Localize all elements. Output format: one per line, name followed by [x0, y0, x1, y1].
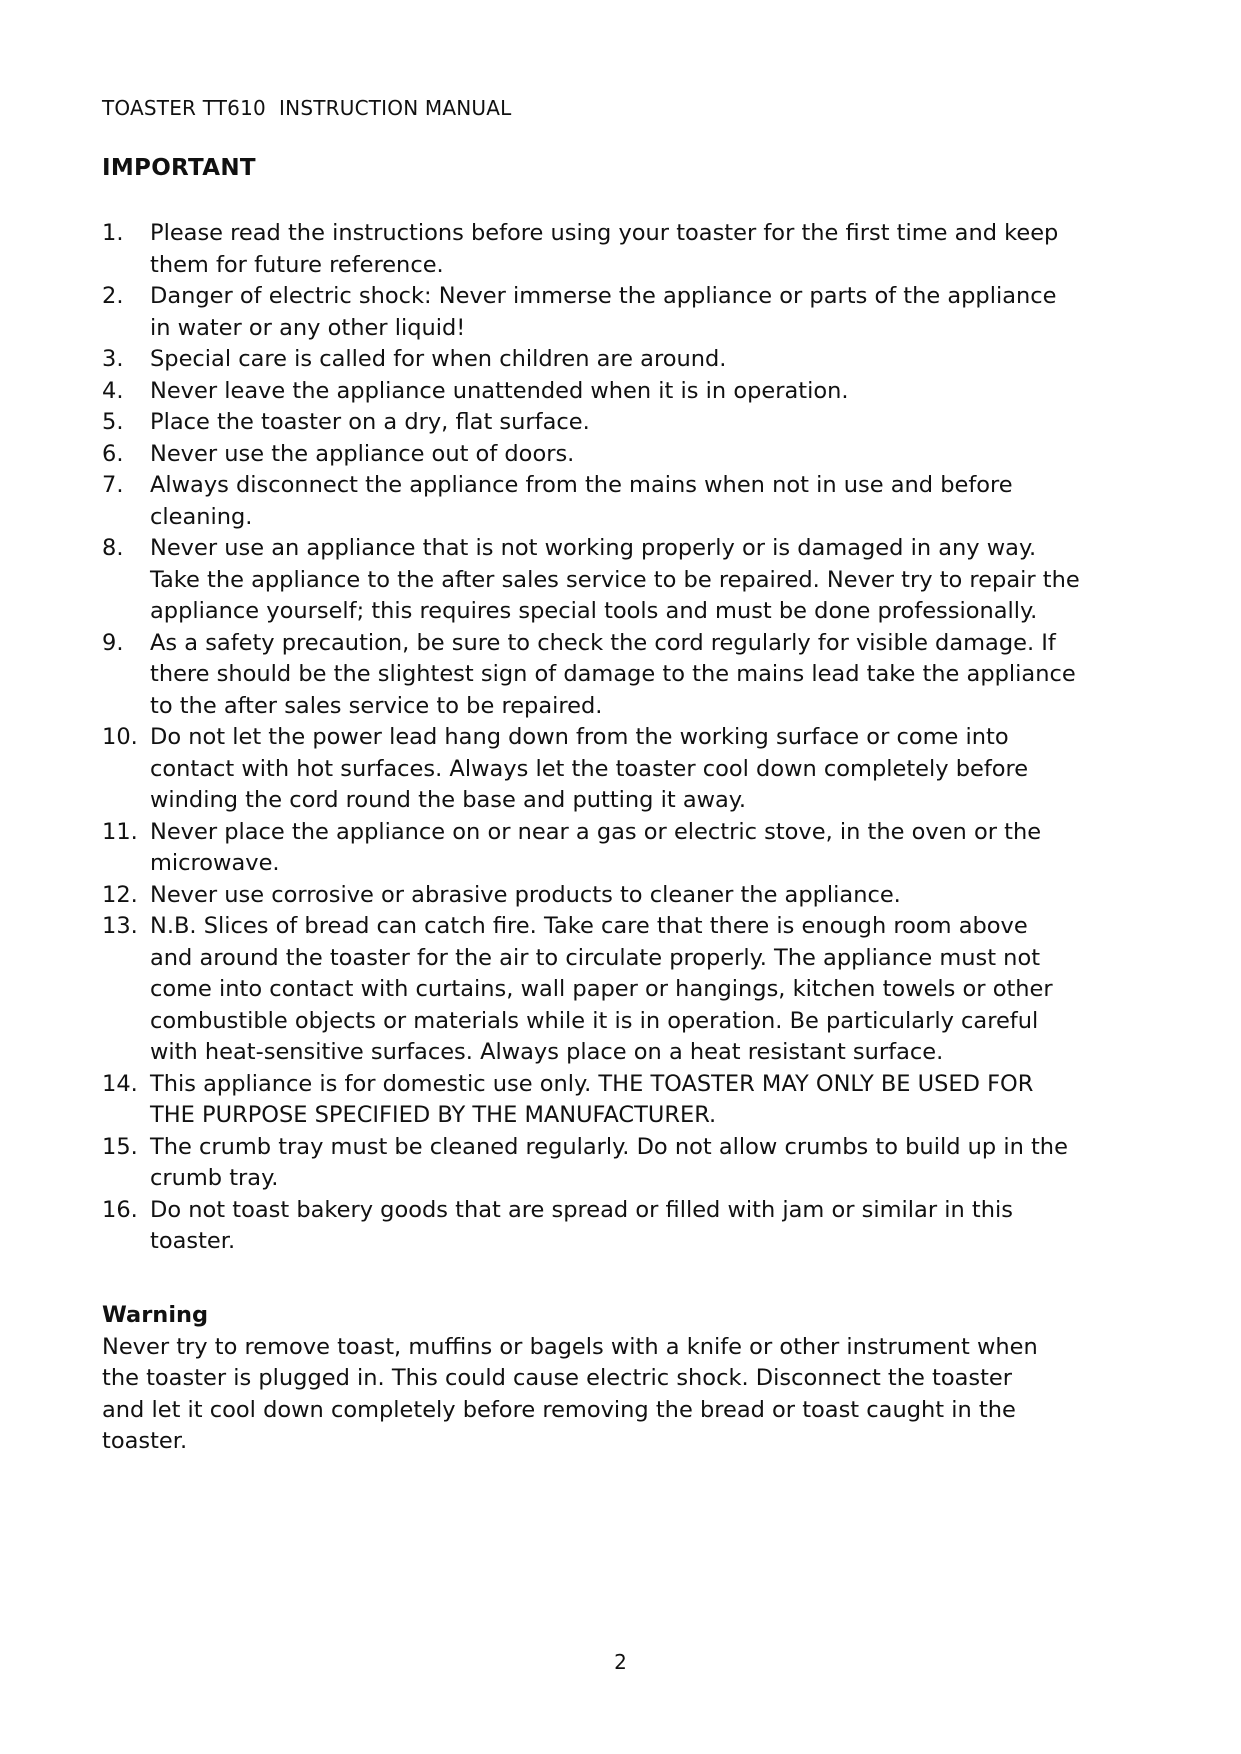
list-item-text: Do not let the power lead hang down from the working surface or come into contact with hot surfaces. Always let the toaster cool down completely before winding the cord round the base and putting it away. — [150, 724, 1029, 813]
warning-title: Warning — [102, 1302, 209, 1328]
list-item-number: 14. — [102, 1070, 138, 1097]
list-item-text: Place the toaster on a dry, flat surface. — [150, 409, 590, 435]
list-item-number: 16. — [102, 1196, 138, 1223]
list-item-text: As a safety precaution, be sure to check the cord regularly for visible damage. If there should be the slightest sign of damage to the mains lead take the appliance to the after sales service to be repaired. — [150, 629, 1076, 719]
warning-body: Never try to remove toast, muffins or bagels with a knife or other instrument when the toaster is plugged in. This could cause electric shock. Disconnect the toaster and let it cool down completely before removing the bread or toast caught in the toaster. — [102, 1333, 1038, 1454]
list-item — [102, 470, 1102, 533]
list-item-text: Do not toast bakery goods that are spread or filled with jam or similar in this toaster. — [150, 1196, 1013, 1254]
list-item — [102, 1195, 1102, 1258]
list-item-number: 7. — [102, 472, 124, 498]
list-item — [102, 880, 1102, 912]
list-item-number: 3. — [102, 346, 124, 372]
list-item-text: Special care is called for when children are around. — [150, 346, 727, 372]
list-item-text: The crumb tray must be cleaned regularly. Do not allow crumbs to build up in the crumb tray. — [150, 1133, 1068, 1191]
page-number: 2 — [614, 1650, 627, 1674]
list-item-text: Never use an appliance that is not working properly or is damaged in any way. Take the appliance to the after sales service to be repaired. Never try to repair the appliance yourself; this requires special tools and must be done professionally. — [150, 535, 1080, 624]
list-item-number: 4. — [102, 377, 124, 404]
list-item — [102, 218, 1102, 281]
list-item-text: Never leave the appliance unattended when it is in operation. — [150, 377, 849, 404]
list-item — [102, 1069, 1102, 1132]
list-item-text: Always disconnect the appliance from the mains when not in use and before cleaning. — [150, 472, 1013, 530]
list-item — [102, 1132, 1102, 1195]
list-item — [102, 722, 1102, 817]
list-item-number: 15. — [102, 1133, 138, 1160]
list-item-number: 13. — [102, 913, 138, 939]
list-item-number: 12. — [102, 881, 138, 908]
list-item — [102, 911, 1102, 1069]
list-item-number: 1. — [102, 220, 124, 246]
list-item-text: Never use the appliance out of doors. — [150, 440, 575, 467]
list-item — [102, 817, 1102, 880]
list-item-number: 8. — [102, 535, 124, 561]
list-item-number: 9. — [102, 629, 124, 656]
list-item-number: 10. — [102, 724, 138, 750]
list-item-text: This appliance is for domestic use only. THE TOASTER MAY ONLY BE USED FOR THE PURPOSE SPECIFIED BY THE MANUFACTURER. — [150, 1070, 1034, 1128]
list-item-text: Danger of electric shock: Never immerse the appliance or parts of the appliance in water or any other liquid! — [150, 283, 1057, 341]
important-heading: IMPORTANT — [102, 155, 256, 181]
list-item — [102, 376, 1102, 408]
list-item — [102, 533, 1102, 628]
list-item-text: Never place the appliance on or near a gas or electric stove, in the oven or the microwave. — [150, 818, 1042, 876]
list-item-number: 11. — [102, 818, 138, 845]
list-item — [102, 344, 1102, 376]
document-header: TOASTER TT610 INSTRUCTION MANUAL — [102, 96, 512, 120]
list-item — [102, 281, 1102, 344]
list-item — [102, 407, 1102, 439]
list-item-text: Never use corrosive or abrasive products to cleaner the appliance. — [150, 881, 901, 908]
warning-section — [102, 1300, 1102, 1458]
list-item-number: 6. — [102, 440, 124, 467]
list-item — [102, 628, 1102, 723]
instructions-list — [102, 218, 1102, 1258]
list-item-text: N.B. Slices of bread can catch fire. Take care that there is enough room above and around the toaster for the air to circulate properly. The appliance must not come into contact with curtains, wall paper or hangings, kitchen towels or other combustible objects or materials while it is in operation. Be particularly careful with heat-sensitive surfaces. Always place on a heat resistant surface. — [150, 913, 1053, 1065]
list-item-number: 2. — [102, 283, 124, 309]
list-item — [102, 439, 1102, 471]
list-item-text: Please read the instructions before using your toaster for the first time and keep them for future reference. — [150, 220, 1059, 278]
list-item-number: 5. — [102, 409, 124, 435]
